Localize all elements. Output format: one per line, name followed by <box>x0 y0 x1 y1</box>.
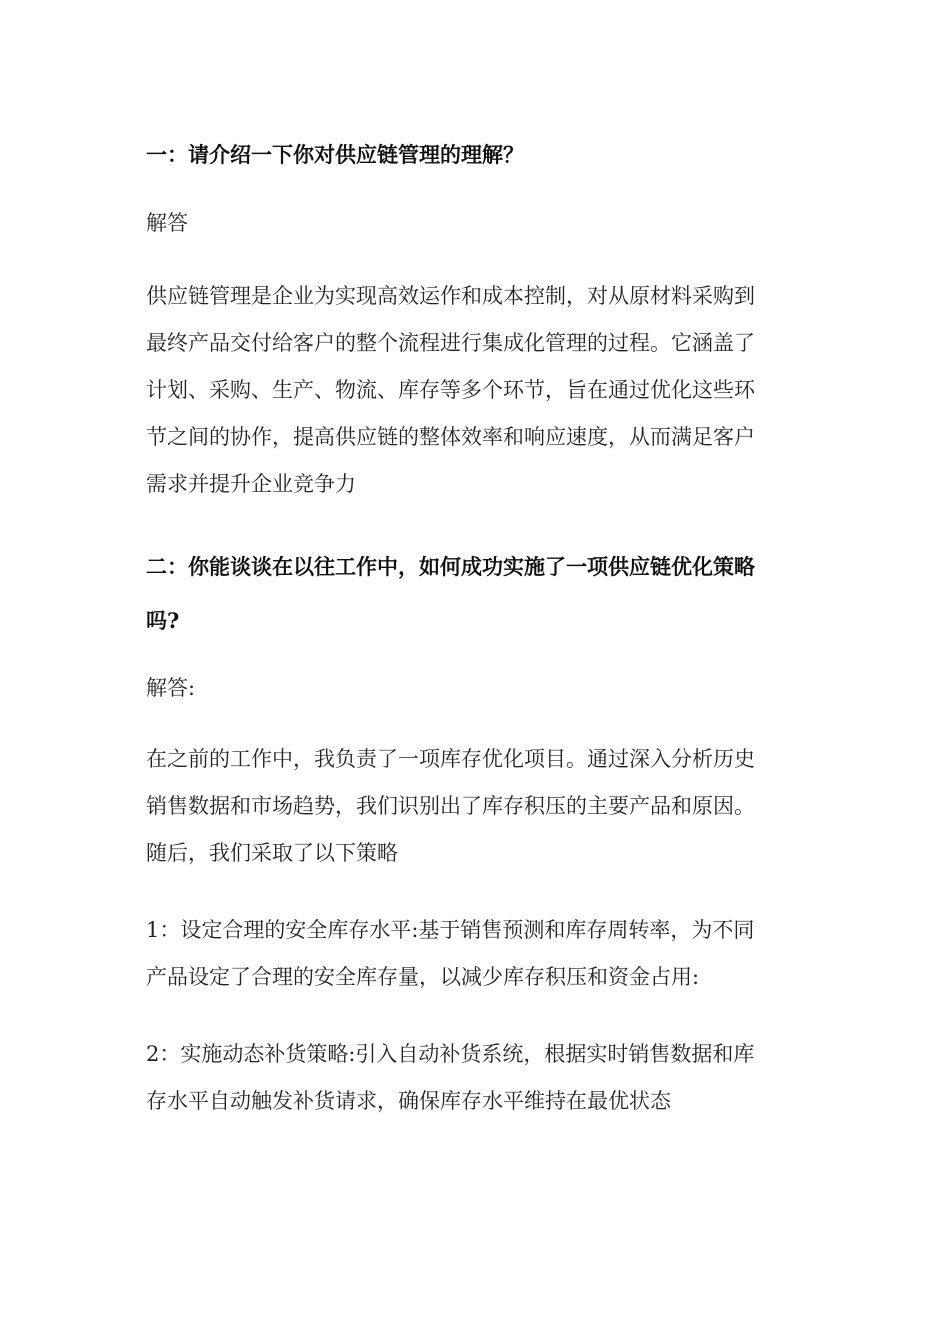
strategy-point-2-line: 2：实施动态补货策略:引入自动补货系统，根据实时销售数据和库 <box>146 1042 755 1066</box>
question-2-line: 二：你能谈谈在以往工作中，如何成功实施了一项供应链优化策略 <box>146 554 755 579</box>
question-2-line: 吗? <box>146 608 180 633</box>
answer-2-label: 解答: <box>146 676 196 700</box>
strategy-point-1-line: 产品设定了合理的安全库存量，以减少库存积压和资金占用: <box>146 965 700 989</box>
question-1-text: 一：请介绍一下你对供应链管理的理解？ <box>146 142 524 167</box>
strategy-point-2 <box>146 1031 806 1125</box>
question-1-heading <box>146 128 806 182</box>
answer-1-line: 最终产品交付给客户的整个流程进行集成化管理的过程。它涵盖了 <box>146 331 755 355</box>
strategy-point-1-line: 1：设定合理的安全库存水平:基于销售预测和库存周转率，为不同 <box>146 918 755 942</box>
answer-1-label: 解答 <box>146 211 188 235</box>
answer-1-line: 计划、采购、生产、物流、库存等多个环节，旨在通过优化这些环 <box>146 378 755 402</box>
answer-1-line: 需求并提升企业竞争力 <box>146 472 356 496</box>
answer-1-line: 供应链管理是企业为实现高效运作和成本控制，对从原材料采购到 <box>146 284 755 308</box>
strategy-point-2-line: 存水平自动触发补货请求，确保库存水平维持在最优状态 <box>146 1089 671 1113</box>
answer-1-line: 节之间的协作，提高供应链的整体效率和响应速度，从而满足客户 <box>146 425 755 449</box>
answer-2-intro-line: 销售数据和市场趋势，我们识别出了库存积压的主要产品和原因。 <box>146 794 755 818</box>
question-2-heading <box>146 540 806 648</box>
answer-1-paragraph <box>146 273 806 508</box>
answer-2-intro-line: 随后，我们采取了以下策略 <box>146 841 398 865</box>
answer-2-intro-line: 在之前的工作中，我负责了一项库存优化项目。通过深入分析历史 <box>146 747 755 771</box>
answer-2-intro <box>146 736 806 877</box>
strategy-point-1 <box>146 907 806 1001</box>
